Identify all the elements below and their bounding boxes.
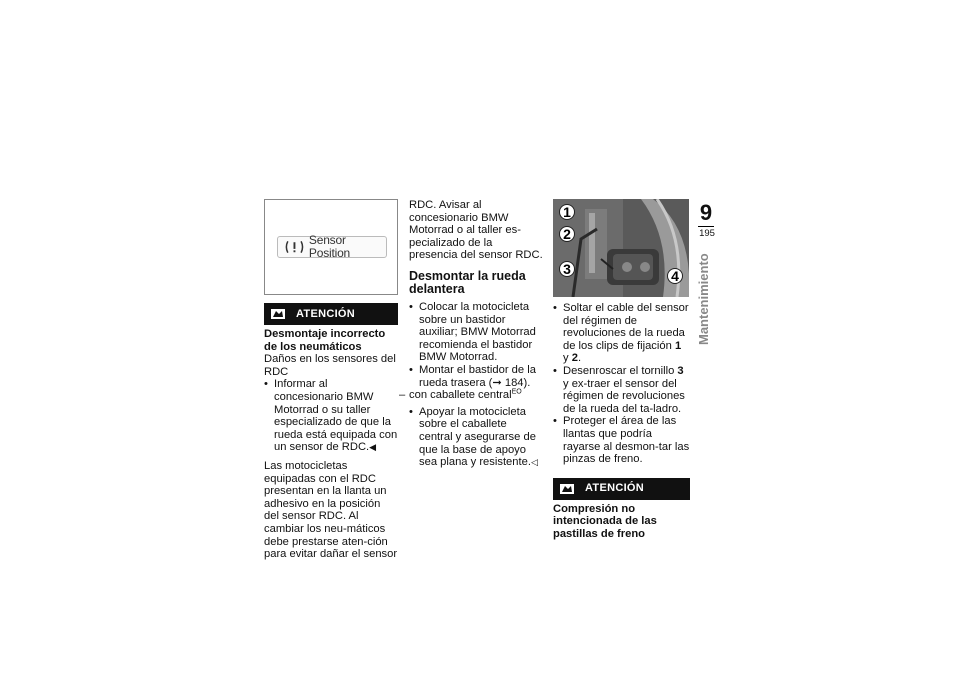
list-item-text: Colocar la motocicleta sobre un bastidor auxiliar; BMW Motorrad recomienda el bastidor BMW Motorrad.	[419, 300, 536, 364]
end-marker-icon: ◁	[530, 457, 538, 468]
condition-item	[399, 389, 543, 402]
sensor-position-figure	[264, 199, 398, 295]
list-item-text: Montar el bastidor de la rueda trasera (	[419, 363, 536, 389]
end-marker-icon: ◀	[369, 442, 377, 453]
chapter-number: 9	[699, 200, 713, 225]
list-item	[409, 364, 543, 389]
warning-title: Desmontaje incorrecto de los neumáticos	[264, 328, 386, 353]
attention-label: ATENCIÓN	[585, 482, 645, 495]
list-item-text: Apoyar la motocicleta sobre el caballete central y asegurarse de que la base de apoyo sea plana y resistente.	[419, 405, 536, 469]
section-title: Mantenimiento	[696, 253, 711, 345]
exclamation-in-tire-icon	[284, 239, 305, 255]
attention-banner	[264, 303, 398, 325]
list-item	[409, 406, 543, 469]
column-2	[409, 199, 543, 469]
list-item-text: Proteger el área de las llantas que podría rayarse al desmon-tar las pinzas de freno.	[563, 415, 690, 466]
list-item-text: Soltar el cable del sensor del régimen de revoluciones de la rueda de los clips de fijación	[563, 302, 689, 352]
sensor-position-text: Sensor Position	[308, 233, 351, 260]
body-paragraph: RDC. Avisar al concesionario BMW Motorrad o al taller es-pecializado de la presencia del sensor RDC.	[409, 199, 543, 262]
callout-ref-3: 3	[677, 364, 684, 377]
list-item-text: y	[563, 352, 572, 365]
chapter-divider	[698, 226, 714, 227]
body-paragraph: Las motocicletas equipadas con el RDC presentan en la llanta un adhesivo en la posición del sensor RDC. Al cambiar los neu-máticos debe prestarse aten-ción para evitar dañar el sensor	[264, 459, 398, 561]
list-item	[553, 365, 690, 415]
hand-warning-icon	[559, 483, 575, 495]
list-item	[553, 302, 690, 365]
warning-title: Compresión no intencionada de las pastillas de freno	[553, 502, 657, 540]
page-number: 195	[699, 228, 715, 239]
warning-subtitle: Daños en los sensores del RDC	[264, 353, 396, 378]
condition-text: con caballete central	[409, 389, 512, 402]
brake-caliper-photo	[553, 199, 689, 297]
attention-label: ATENCIÓN	[296, 307, 356, 320]
column-3	[553, 302, 690, 541]
list-item-text: .	[577, 352, 582, 365]
page-reference[interactable]: 184	[504, 376, 524, 389]
column-1	[264, 303, 398, 567]
list-item	[409, 301, 543, 364]
callout-ref-1: 1	[674, 339, 682, 352]
list-item	[264, 378, 398, 454]
list-item-text: y ex-traer el sensor del régimen de revoluciones de la rueda del ta-ladro.	[563, 377, 685, 415]
list-item-text: Desenroscar el tornillo	[563, 364, 678, 377]
attention-banner	[553, 478, 690, 500]
callout-4: 4	[667, 268, 683, 284]
callout-ref-2: 2	[571, 352, 578, 365]
sensor-position-badge	[277, 233, 387, 260]
list-item-text: ).	[523, 376, 531, 389]
hand-warning-icon	[270, 308, 286, 320]
callout-3: 3	[559, 261, 575, 277]
list-item-text: Informar al concesionario BMW Motorrad o su taller especializado de que la rueda está equipada con un sensor de RDC.	[274, 378, 398, 454]
page-reference-arrow-icon: ➞	[492, 376, 505, 389]
callout-2: 2	[559, 226, 575, 242]
list-item	[553, 415, 690, 465]
optional-equipment-marker: EO	[511, 388, 522, 396]
callout-1: 1	[559, 204, 575, 220]
section-heading: Desmontar la rueda delantera	[409, 268, 526, 297]
